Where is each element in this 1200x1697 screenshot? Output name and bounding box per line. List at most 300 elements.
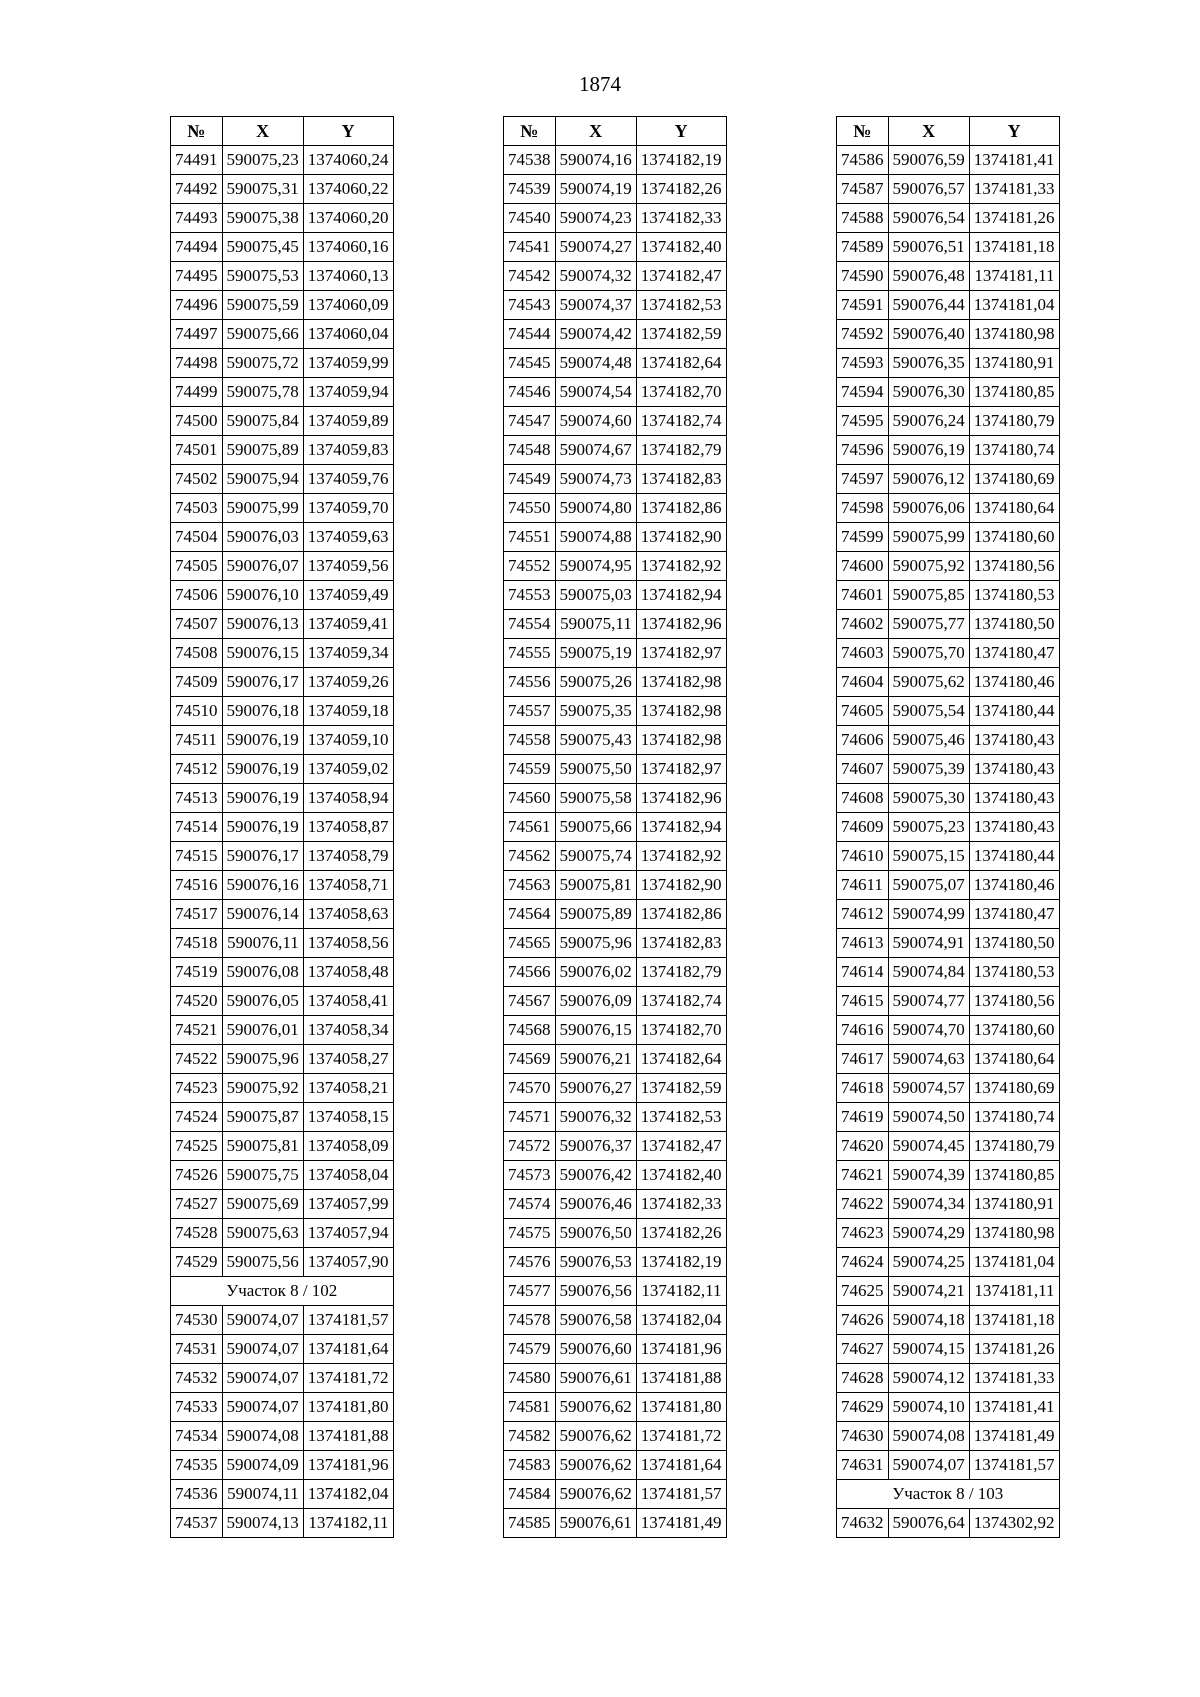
x-coordinate: 590076,05 — [222, 987, 303, 1016]
x-coordinate: 590075,77 — [888, 610, 969, 639]
x-coordinate: 590076,14 — [222, 900, 303, 929]
y-coordinate: 1374057,99 — [303, 1190, 393, 1219]
y-coordinate: 1374182,83 — [636, 929, 726, 958]
x-coordinate: 590075,81 — [555, 871, 636, 900]
x-coordinate: 590074,54 — [555, 378, 636, 407]
y-coordinate: 1374180,47 — [969, 900, 1059, 929]
x-coordinate: 590074,39 — [888, 1161, 969, 1190]
x-coordinate: 590074,42 — [555, 320, 636, 349]
table-row — [504, 1480, 727, 1509]
y-coordinate: 1374182,70 — [636, 1016, 726, 1045]
x-coordinate: 590075,23 — [222, 146, 303, 175]
x-coordinate: 590076,48 — [888, 262, 969, 291]
table-row — [171, 146, 394, 175]
table-row — [171, 1393, 394, 1422]
y-coordinate: 1374182,74 — [636, 987, 726, 1016]
table-row — [504, 1074, 727, 1103]
y-coordinate: 1374182,86 — [636, 900, 726, 929]
x-coordinate: 590074,95 — [555, 552, 636, 581]
y-coordinate: 1374180,53 — [969, 581, 1059, 610]
point-number: 74561 — [504, 813, 556, 842]
table-row — [504, 871, 727, 900]
y-coordinate: 1374058,15 — [303, 1103, 393, 1132]
y-coordinate: 1374182,92 — [636, 842, 726, 871]
table-row — [171, 1480, 394, 1509]
x-coordinate: 590074,19 — [555, 175, 636, 204]
x-coordinate: 590076,12 — [888, 465, 969, 494]
y-coordinate: 1374059,83 — [303, 436, 393, 465]
y-coordinate: 1374059,76 — [303, 465, 393, 494]
x-coordinate: 590076,27 — [555, 1074, 636, 1103]
point-number: 74515 — [171, 842, 223, 871]
x-coordinate: 590076,19 — [888, 436, 969, 465]
y-coordinate: 1374058,63 — [303, 900, 393, 929]
y-coordinate: 1374181,33 — [969, 1364, 1059, 1393]
y-coordinate: 1374060,09 — [303, 291, 393, 320]
y-coordinate: 1374058,48 — [303, 958, 393, 987]
x-coordinate: 590076,19 — [222, 784, 303, 813]
table-row — [837, 610, 1060, 639]
table-row — [171, 784, 394, 813]
y-coordinate: 1374182,96 — [636, 784, 726, 813]
point-number: 74543 — [504, 291, 556, 320]
y-coordinate: 1374060,13 — [303, 262, 393, 291]
y-coordinate: 1374059,26 — [303, 668, 393, 697]
table-row — [504, 465, 727, 494]
x-coordinate: 590076,61 — [555, 1509, 636, 1538]
y-coordinate: 1374060,04 — [303, 320, 393, 349]
y-coordinate: 1374181,49 — [636, 1509, 726, 1538]
table-row — [504, 349, 727, 378]
x-coordinate: 590074,50 — [888, 1103, 969, 1132]
table-row — [171, 523, 394, 552]
y-coordinate: 1374058,56 — [303, 929, 393, 958]
y-coordinate: 1374182,94 — [636, 813, 726, 842]
x-coordinate: 590075,54 — [888, 697, 969, 726]
y-coordinate: 1374058,21 — [303, 1074, 393, 1103]
y-coordinate: 1374180,56 — [969, 987, 1059, 1016]
point-number: 74559 — [504, 755, 556, 784]
table-row — [504, 1277, 727, 1306]
x-coordinate: 590074,45 — [888, 1132, 969, 1161]
point-number: 74495 — [171, 262, 223, 291]
x-coordinate: 590076,56 — [555, 1277, 636, 1306]
table-row — [504, 523, 727, 552]
table-row — [837, 1045, 1060, 1074]
x-coordinate: 590074,48 — [555, 349, 636, 378]
point-number: 74617 — [837, 1045, 889, 1074]
y-coordinate: 1374181,57 — [636, 1480, 726, 1509]
point-number: 74615 — [837, 987, 889, 1016]
y-coordinate: 1374059,94 — [303, 378, 393, 407]
table-row — [504, 1016, 727, 1045]
table-row — [837, 900, 1060, 929]
point-number: 74508 — [171, 639, 223, 668]
x-coordinate: 590074,07 — [888, 1451, 969, 1480]
x-coordinate: 590074,07 — [222, 1364, 303, 1393]
x-coordinate: 590074,29 — [888, 1219, 969, 1248]
point-number: 74520 — [171, 987, 223, 1016]
y-coordinate: 1374182,64 — [636, 349, 726, 378]
header-x: X — [222, 117, 303, 146]
section-label: Участок 8 / 103 — [837, 1480, 1060, 1509]
point-number: 74595 — [837, 407, 889, 436]
x-coordinate: 590076,51 — [888, 233, 969, 262]
y-coordinate: 1374182,79 — [636, 958, 726, 987]
table-row — [171, 494, 394, 523]
table-row — [171, 407, 394, 436]
point-number: 74605 — [837, 697, 889, 726]
x-coordinate: 590075,19 — [555, 639, 636, 668]
table-row — [504, 1364, 727, 1393]
table-row — [504, 813, 727, 842]
table-row — [171, 1335, 394, 1364]
x-coordinate: 590074,07 — [222, 1335, 303, 1364]
table-row — [837, 871, 1060, 900]
y-coordinate: 1374182,83 — [636, 465, 726, 494]
point-number: 74594 — [837, 378, 889, 407]
y-coordinate: 1374182,59 — [636, 320, 726, 349]
x-coordinate: 590076,08 — [222, 958, 303, 987]
y-coordinate: 1374181,88 — [636, 1364, 726, 1393]
point-number: 74521 — [171, 1016, 223, 1045]
y-coordinate: 1374181,64 — [636, 1451, 726, 1480]
y-coordinate: 1374059,34 — [303, 639, 393, 668]
table-row — [837, 1103, 1060, 1132]
y-coordinate: 1374059,89 — [303, 407, 393, 436]
point-number: 74513 — [171, 784, 223, 813]
table-row — [504, 320, 727, 349]
x-coordinate: 590076,09 — [555, 987, 636, 1016]
table-row — [837, 755, 1060, 784]
x-coordinate: 590075,43 — [555, 726, 636, 755]
x-coordinate: 590074,23 — [555, 204, 636, 233]
x-coordinate: 590075,66 — [555, 813, 636, 842]
point-number: 74532 — [171, 1364, 223, 1393]
point-number: 74599 — [837, 523, 889, 552]
table-row — [837, 1161, 1060, 1190]
x-coordinate: 590075,26 — [555, 668, 636, 697]
y-coordinate: 1374182,26 — [636, 175, 726, 204]
y-coordinate: 1374182,40 — [636, 233, 726, 262]
x-coordinate: 590074,12 — [888, 1364, 969, 1393]
y-coordinate: 1374181,96 — [303, 1451, 393, 1480]
point-number: 74566 — [504, 958, 556, 987]
y-coordinate: 1374180,60 — [969, 1016, 1059, 1045]
y-coordinate: 1374180,98 — [969, 1219, 1059, 1248]
y-coordinate: 1374180,91 — [969, 1190, 1059, 1219]
x-coordinate: 590076,40 — [888, 320, 969, 349]
point-number: 74512 — [171, 755, 223, 784]
y-coordinate: 1374180,43 — [969, 726, 1059, 755]
point-number: 74585 — [504, 1509, 556, 1538]
point-number: 74613 — [837, 929, 889, 958]
x-coordinate: 590075,56 — [222, 1248, 303, 1277]
point-number: 74558 — [504, 726, 556, 755]
table-row — [171, 436, 394, 465]
table-row — [837, 1451, 1060, 1480]
x-coordinate: 590074,16 — [555, 146, 636, 175]
table-row — [171, 1422, 394, 1451]
y-coordinate: 1374057,90 — [303, 1248, 393, 1277]
point-number: 74537 — [171, 1509, 223, 1538]
x-coordinate: 590075,58 — [555, 784, 636, 813]
table-row — [504, 726, 727, 755]
x-coordinate: 590075,53 — [222, 262, 303, 291]
x-coordinate: 590076,30 — [888, 378, 969, 407]
table-row — [837, 233, 1060, 262]
table-row — [171, 291, 394, 320]
table-row — [171, 378, 394, 407]
point-number: 74564 — [504, 900, 556, 929]
x-coordinate: 590076,21 — [555, 1045, 636, 1074]
table-row — [504, 436, 727, 465]
point-number: 74556 — [504, 668, 556, 697]
x-coordinate: 590074,08 — [222, 1422, 303, 1451]
point-number: 74591 — [837, 291, 889, 320]
point-number: 74576 — [504, 1248, 556, 1277]
y-coordinate: 1374181,11 — [969, 1277, 1059, 1306]
y-coordinate: 1374182,79 — [636, 436, 726, 465]
x-coordinate: 590075,59 — [222, 291, 303, 320]
point-number: 74562 — [504, 842, 556, 871]
point-number: 74547 — [504, 407, 556, 436]
point-number: 74517 — [171, 900, 223, 929]
y-coordinate: 1374180,74 — [969, 1103, 1059, 1132]
point-number: 74572 — [504, 1132, 556, 1161]
point-number: 74629 — [837, 1393, 889, 1422]
point-number: 74577 — [504, 1277, 556, 1306]
table-row — [504, 1219, 727, 1248]
point-number: 74588 — [837, 204, 889, 233]
x-coordinate: 590075,70 — [888, 639, 969, 668]
x-coordinate: 590075,15 — [888, 842, 969, 871]
x-coordinate: 590076,58 — [555, 1306, 636, 1335]
y-coordinate: 1374182,90 — [636, 523, 726, 552]
point-number: 74551 — [504, 523, 556, 552]
point-number: 74535 — [171, 1451, 223, 1480]
y-coordinate: 1374180,69 — [969, 1074, 1059, 1103]
table-row — [837, 1277, 1060, 1306]
x-coordinate: 590075,39 — [888, 755, 969, 784]
y-coordinate: 1374058,79 — [303, 842, 393, 871]
table-row — [504, 958, 727, 987]
point-number: 74492 — [171, 175, 223, 204]
table-row — [171, 900, 394, 929]
x-coordinate: 590076,32 — [555, 1103, 636, 1132]
point-number: 74506 — [171, 581, 223, 610]
table-row — [504, 668, 727, 697]
x-coordinate: 590075,92 — [888, 552, 969, 581]
x-coordinate: 590074,34 — [888, 1190, 969, 1219]
y-coordinate: 1374182,26 — [636, 1219, 726, 1248]
header-x: X — [555, 117, 636, 146]
table-row — [837, 726, 1060, 755]
y-coordinate: 1374182,74 — [636, 407, 726, 436]
y-coordinate: 1374182,96 — [636, 610, 726, 639]
x-coordinate: 590074,27 — [555, 233, 636, 262]
x-coordinate: 590076,24 — [888, 407, 969, 436]
table-row — [171, 842, 394, 871]
point-number: 74557 — [504, 697, 556, 726]
point-number: 74627 — [837, 1335, 889, 1364]
point-number: 74618 — [837, 1074, 889, 1103]
table-row — [171, 581, 394, 610]
point-number: 74534 — [171, 1422, 223, 1451]
x-coordinate: 590075,74 — [555, 842, 636, 871]
table-row — [171, 320, 394, 349]
y-coordinate: 1374058,27 — [303, 1045, 393, 1074]
table-row — [837, 784, 1060, 813]
x-coordinate: 590074,91 — [888, 929, 969, 958]
y-coordinate: 1374182,98 — [636, 668, 726, 697]
point-number: 74530 — [171, 1306, 223, 1335]
table-row — [504, 175, 727, 204]
table-row — [504, 1306, 727, 1335]
y-coordinate: 1374182,98 — [636, 697, 726, 726]
x-coordinate: 590075,92 — [222, 1074, 303, 1103]
table-row — [837, 1016, 1060, 1045]
table-row — [171, 1016, 394, 1045]
point-number: 74498 — [171, 349, 223, 378]
y-coordinate: 1374058,71 — [303, 871, 393, 900]
point-number: 74528 — [171, 1219, 223, 1248]
y-coordinate: 1374181,88 — [303, 1422, 393, 1451]
y-coordinate: 1374180,64 — [969, 494, 1059, 523]
point-number: 74552 — [504, 552, 556, 581]
table-row — [171, 697, 394, 726]
x-coordinate: 590075,50 — [555, 755, 636, 784]
point-number: 74523 — [171, 1074, 223, 1103]
y-coordinate: 1374059,02 — [303, 755, 393, 784]
point-number: 74503 — [171, 494, 223, 523]
y-coordinate: 1374182,97 — [636, 755, 726, 784]
x-coordinate: 590074,63 — [888, 1045, 969, 1074]
table-row — [504, 1335, 727, 1364]
table-row — [837, 1219, 1060, 1248]
table-row — [837, 1190, 1060, 1219]
x-coordinate: 590074,67 — [555, 436, 636, 465]
table-row — [504, 1045, 727, 1074]
table-row — [837, 697, 1060, 726]
point-number: 74630 — [837, 1422, 889, 1451]
point-number: 74531 — [171, 1335, 223, 1364]
x-coordinate: 590076,17 — [222, 668, 303, 697]
header-number: № — [837, 117, 889, 146]
table-row — [171, 755, 394, 784]
table-row — [171, 987, 394, 1016]
point-number: 74563 — [504, 871, 556, 900]
header-y: Y — [636, 117, 726, 146]
table-row — [837, 1335, 1060, 1364]
table-row — [504, 987, 727, 1016]
y-coordinate: 1374181,26 — [969, 1335, 1059, 1364]
x-coordinate: 590074,88 — [555, 523, 636, 552]
table-row — [837, 987, 1060, 1016]
x-coordinate: 590076,64 — [888, 1509, 969, 1538]
y-coordinate: 1374182,04 — [636, 1306, 726, 1335]
x-coordinate: 590076,19 — [222, 726, 303, 755]
x-coordinate: 590074,37 — [555, 291, 636, 320]
x-coordinate: 590075,96 — [555, 929, 636, 958]
point-number: 74545 — [504, 349, 556, 378]
table-row — [171, 1132, 394, 1161]
x-coordinate: 590075,66 — [222, 320, 303, 349]
y-coordinate: 1374182,53 — [636, 1103, 726, 1132]
y-coordinate: 1374180,44 — [969, 697, 1059, 726]
point-number: 74626 — [837, 1306, 889, 1335]
x-coordinate: 590074,80 — [555, 494, 636, 523]
x-coordinate: 590075,78 — [222, 378, 303, 407]
y-coordinate: 1374180,64 — [969, 1045, 1059, 1074]
x-coordinate: 590076,15 — [555, 1016, 636, 1045]
table-row — [171, 813, 394, 842]
point-number: 74544 — [504, 320, 556, 349]
y-coordinate: 1374182,64 — [636, 1045, 726, 1074]
y-coordinate: 1374181,33 — [969, 175, 1059, 204]
table-row — [837, 349, 1060, 378]
header-number: № — [171, 117, 223, 146]
header-y: Y — [303, 117, 393, 146]
table-row — [504, 262, 727, 291]
y-coordinate: 1374180,85 — [969, 378, 1059, 407]
y-coordinate: 1374059,41 — [303, 610, 393, 639]
x-coordinate: 590076,07 — [222, 552, 303, 581]
point-number: 74507 — [171, 610, 223, 639]
y-coordinate: 1374182,19 — [636, 146, 726, 175]
point-number: 74620 — [837, 1132, 889, 1161]
table-row — [837, 552, 1060, 581]
y-coordinate: 1374180,74 — [969, 436, 1059, 465]
y-coordinate: 1374180,85 — [969, 1161, 1059, 1190]
table-row — [837, 581, 1060, 610]
x-coordinate: 590076,16 — [222, 871, 303, 900]
point-number: 74570 — [504, 1074, 556, 1103]
table-row — [837, 494, 1060, 523]
section-label: Участок 8 / 102 — [171, 1277, 394, 1306]
point-number: 74494 — [171, 233, 223, 262]
x-coordinate: 590075,46 — [888, 726, 969, 755]
table-row — [837, 320, 1060, 349]
y-coordinate: 1374059,49 — [303, 581, 393, 610]
x-coordinate: 590075,03 — [555, 581, 636, 610]
x-coordinate: 590074,18 — [888, 1306, 969, 1335]
x-coordinate: 590074,84 — [888, 958, 969, 987]
table-row — [837, 1132, 1060, 1161]
x-coordinate: 590075,89 — [555, 900, 636, 929]
point-number: 74624 — [837, 1248, 889, 1277]
point-number: 74587 — [837, 175, 889, 204]
point-number: 74568 — [504, 1016, 556, 1045]
x-coordinate: 590075,23 — [888, 813, 969, 842]
point-number: 74499 — [171, 378, 223, 407]
point-number: 74583 — [504, 1451, 556, 1480]
point-number: 74607 — [837, 755, 889, 784]
table-row — [837, 1364, 1060, 1393]
x-coordinate: 590074,60 — [555, 407, 636, 436]
y-coordinate: 1374060,16 — [303, 233, 393, 262]
table-row — [837, 523, 1060, 552]
y-coordinate: 1374059,56 — [303, 552, 393, 581]
point-number: 74601 — [837, 581, 889, 610]
y-coordinate: 1374180,69 — [969, 465, 1059, 494]
point-number: 74575 — [504, 1219, 556, 1248]
x-coordinate: 590075,72 — [222, 349, 303, 378]
table-row — [837, 465, 1060, 494]
point-number: 74522 — [171, 1045, 223, 1074]
point-number: 74500 — [171, 407, 223, 436]
x-coordinate: 590075,84 — [222, 407, 303, 436]
